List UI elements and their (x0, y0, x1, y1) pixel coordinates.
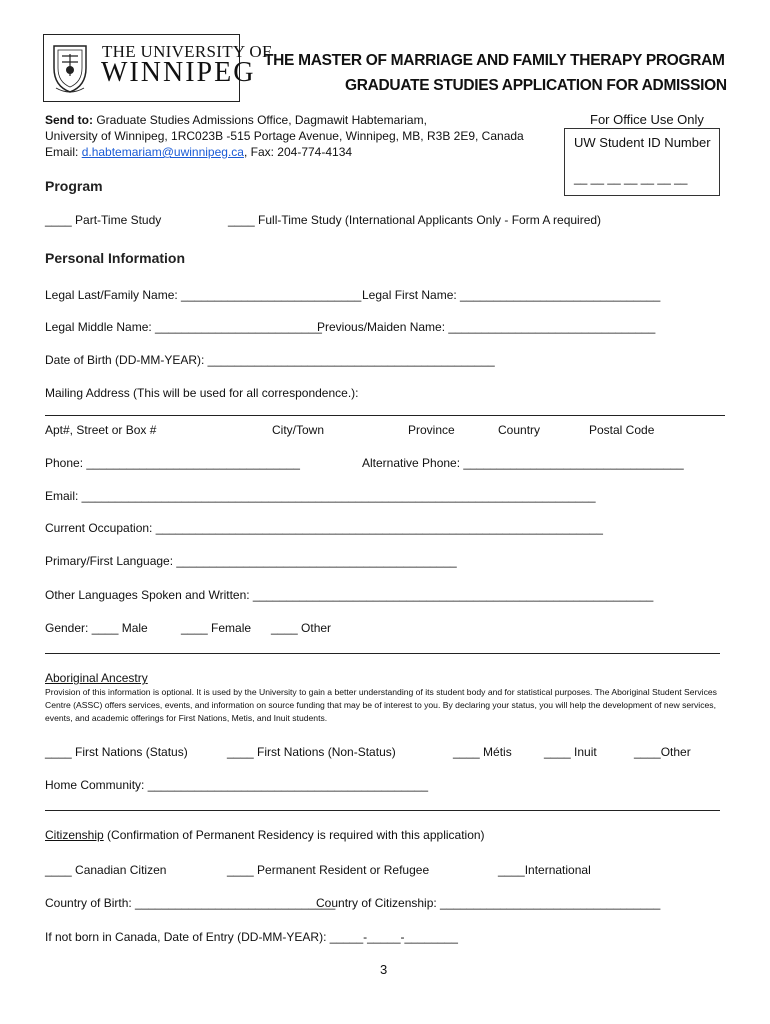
university-crest-icon (50, 42, 90, 94)
other-languages-field[interactable]: Other Languages Spoken and Written: ____________________________________________________________ (45, 588, 654, 602)
section-divider-2 (45, 810, 720, 811)
send-to-office: Graduate Studies Admissions Office, Dagmawit Habtemariam, (93, 113, 427, 127)
logo-line-2: WINNIPEG (101, 57, 256, 88)
maiden-name-field[interactable]: Previous/Maiden Name: _______________________________ (317, 320, 656, 334)
dob-field[interactable]: Date of Birth (DD-MM-YEAR): ___________________________________________ (45, 353, 495, 367)
send-to-label: Send to: (45, 113, 93, 127)
mailing-address-label: Mailing Address (This will be used for all correspondence.): (45, 386, 359, 400)
address-col-postal-code: Postal Code (589, 423, 655, 437)
first-nations-status-option[interactable]: ____ First Nations (Status) (45, 745, 188, 759)
section-divider (45, 653, 720, 654)
form-subtitle: GRADUATE STUDIES APPLICATION FOR ADMISSION (345, 77, 727, 94)
occupation-field[interactable]: Current Occupation: ___________________________________________________________________ (45, 521, 603, 535)
metis-option[interactable]: ____ Métis (453, 745, 512, 759)
send-to-contact (45, 145, 352, 159)
program-heading: Program (45, 178, 103, 194)
address-col-country: Country (498, 423, 541, 437)
page-number: 3 (380, 962, 388, 977)
permanent-resident-option[interactable]: ____ Permanent Resident or Refugee (227, 863, 430, 877)
fax-text: , Fax: 204-774-4134 (243, 145, 353, 159)
country-of-birth-field[interactable]: Country of Birth: ______________________________ (45, 896, 336, 910)
country-of-citizenship-field[interactable]: Country of Citizenship: _________________________________ (316, 896, 661, 910)
phone-field[interactable]: Phone: ________________________________ (45, 456, 300, 470)
send-to-line-1 (45, 113, 427, 127)
last-name-field[interactable]: Legal Last/Family Name: ___________________________ (45, 288, 362, 302)
first-nations-non-status-option[interactable]: ____ First Nations (Non-Status) (227, 745, 396, 759)
gender-other-option[interactable]: ____ Other (271, 621, 332, 635)
address-line[interactable] (45, 415, 725, 416)
address-col-city: City/Town (272, 423, 325, 437)
citizenship-note: (Confirmation of Permanent Residency is required with this application) (103, 828, 485, 842)
contact-email-link[interactable]: d.habtemariam@uwinnipeg.ca (81, 145, 244, 159)
middle-name-field[interactable]: Legal Middle Name: _________________________ (45, 320, 322, 334)
aboriginal-description: Provision of this information is optional. It is used by the University to gain a better understanding of its student body and for statistical purposes. The Aboriginal Student Services Centre (ASSC) offers services, events, and information on source funding that may be of interest to you. By declaring your status, you will help the development of new services, events, and academic offerings for First Nations, Metis, and Inuit students. (45, 687, 717, 723)
primary-language-field[interactable]: Primary/First Language: __________________________________________ (45, 554, 457, 568)
aboriginal-heading: Aboriginal Ancestry (45, 671, 148, 685)
logo-line-1: THE UNIVERSITY OF (102, 42, 272, 61)
send-to-address: University of Winnipeg, 1RC023B -515 Portage Avenue, Winnipeg, MB, R3B 2E9, Canada (45, 129, 524, 143)
alt-phone-field[interactable]: Alternative Phone: _________________________________ (362, 456, 684, 470)
canadian-citizen-option[interactable]: ____ Canadian Citizen (45, 863, 167, 877)
gender-female-option[interactable]: ____ Female (181, 621, 252, 635)
home-community-field[interactable]: Home Community: __________________________________________ (45, 778, 428, 792)
part-time-option[interactable]: ____ Part-Time Study (45, 213, 162, 227)
full-time-option[interactable]: ____ Full-Time Study (International Applicants Only - Form A required) (228, 213, 602, 227)
citizenship-heading-row (45, 828, 485, 842)
address-col-street: Apt#, Street or Box # (45, 423, 157, 437)
first-name-field[interactable]: Legal First Name: ______________________________ (362, 288, 661, 302)
email-label: Email: (45, 145, 82, 159)
inuit-option[interactable]: ____ Inuit (544, 745, 597, 759)
aboriginal-other-option[interactable]: ____Other (634, 745, 691, 759)
form-title: THE MASTER OF MARRIAGE AND FAMILY THERAPY PROGRAM (264, 52, 725, 69)
personal-info-heading: Personal Information (45, 250, 186, 266)
citizenship-heading: Citizenship (45, 828, 104, 842)
email-field[interactable]: Email: _____________________________________________________________________________ (45, 489, 596, 503)
date-of-entry-field[interactable]: If not born in Canada, Date of Entry (DD-MM-YEAR): _____-_____-________ (45, 930, 458, 944)
international-option[interactable]: ____International (498, 863, 591, 877)
office-use-label: For Office Use Only (590, 112, 704, 127)
gender-male-option[interactable]: Gender: ____ Male (45, 621, 148, 635)
student-id-label: UW Student ID Number (574, 135, 711, 150)
address-col-province: Province (408, 423, 455, 437)
student-id-blanks[interactable]: __ __ __ __ __ __ __ (574, 171, 688, 185)
